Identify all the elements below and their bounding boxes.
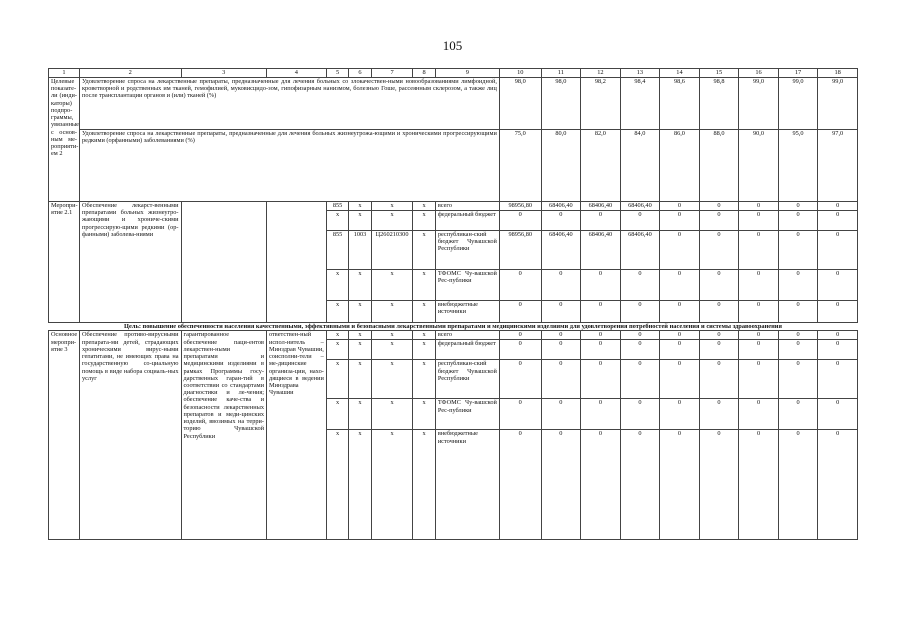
financing-value: 0 bbox=[699, 231, 739, 270]
financing-value: 68406,40 bbox=[541, 231, 581, 270]
header-cell: 12 bbox=[581, 69, 621, 78]
financing-value: 0 bbox=[818, 399, 858, 430]
financing-value: 0 bbox=[778, 360, 818, 399]
financing-value: 0 bbox=[699, 331, 739, 340]
header-cell: 8 bbox=[413, 69, 435, 78]
indicator-value: 90,0 bbox=[739, 130, 779, 202]
financing-value: 0 bbox=[778, 430, 818, 540]
financing-value: 0 bbox=[581, 340, 621, 360]
financing-value: 0 bbox=[581, 331, 621, 340]
financing-value: 0 bbox=[620, 270, 660, 301]
financing-value: 0 bbox=[541, 270, 581, 301]
financing-value: 0 bbox=[581, 399, 621, 430]
funding-source: федеральный бюджет bbox=[435, 340, 499, 360]
financing-value: 0 bbox=[660, 340, 700, 360]
financing-value: 0 bbox=[581, 430, 621, 540]
financing-value: 0 bbox=[660, 399, 700, 430]
header-cell: 1 bbox=[49, 69, 80, 78]
indicator-value: 99,0 bbox=[778, 78, 818, 130]
indicator-value: 98,0 bbox=[499, 78, 541, 130]
budget-code: х bbox=[326, 430, 348, 540]
budget-code: х bbox=[349, 202, 371, 211]
financing-value: 0 bbox=[739, 399, 779, 430]
financing-value: 0 bbox=[699, 270, 739, 301]
indicator-value: 98,6 bbox=[660, 78, 700, 130]
funding-source: федеральный бюджет bbox=[435, 211, 499, 231]
financing-value: 0 bbox=[620, 301, 660, 323]
indicator-value: 75,0 bbox=[499, 130, 541, 202]
budget-code: х bbox=[371, 340, 413, 360]
indicator-value: 99,0 bbox=[739, 78, 779, 130]
header-cell: 2 bbox=[79, 69, 181, 78]
budget-code: х bbox=[413, 270, 435, 301]
financing-value: 0 bbox=[818, 331, 858, 340]
budget-code: х bbox=[349, 360, 371, 399]
budget-code: х bbox=[371, 202, 413, 211]
funding-source: всего bbox=[435, 202, 499, 211]
expected-result bbox=[181, 202, 266, 323]
financing-value: 0 bbox=[660, 270, 700, 301]
header-cell: 16 bbox=[739, 69, 779, 78]
financing-value: 0 bbox=[778, 231, 818, 270]
budget-code: х bbox=[413, 202, 435, 211]
financing-value: 0 bbox=[699, 360, 739, 399]
financing-value: 0 bbox=[541, 340, 581, 360]
indicator-value: 98,0 bbox=[541, 78, 581, 130]
financing-value: 0 bbox=[499, 340, 541, 360]
budget-code: 1003 bbox=[349, 231, 371, 270]
financing-value: 0 bbox=[778, 399, 818, 430]
funding-source: республикан-ский бюджет Чувашской Республики bbox=[435, 231, 499, 270]
funding-source: ТФОМС Чу-вашской Рес-публики bbox=[435, 270, 499, 301]
executor bbox=[266, 202, 326, 323]
goal-row bbox=[49, 323, 858, 331]
budget-code: х bbox=[349, 301, 371, 323]
financing-value: 0 bbox=[739, 211, 779, 231]
financing-value: 0 bbox=[499, 211, 541, 231]
financing-value: 0 bbox=[541, 430, 581, 540]
financing-row bbox=[49, 331, 858, 340]
measure-label: Меропри-ятие 2.1 bbox=[49, 202, 80, 323]
financing-value: 68406,40 bbox=[620, 231, 660, 270]
budget-code: х bbox=[413, 211, 435, 231]
indicator-value: 99,0 bbox=[818, 78, 858, 130]
header-cell: 18 bbox=[818, 69, 858, 78]
financing-value: 98956,80 bbox=[499, 231, 541, 270]
financing-value: 0 bbox=[581, 211, 621, 231]
funding-source: всего bbox=[435, 331, 499, 340]
budget-code: х bbox=[371, 331, 413, 340]
financing-value: 0 bbox=[581, 270, 621, 301]
financing-value: 0 bbox=[541, 331, 581, 340]
budget-code: х bbox=[326, 399, 348, 430]
financing-value: 0 bbox=[660, 430, 700, 540]
measure-description: Обеспечение лекарст-венными препаратами больных жизнеугро-жающими и хрониче-скими прогрессирую-щими редкими (ор-фанными) заболева-ниями bbox=[79, 202, 181, 323]
financing-value: 0 bbox=[818, 202, 858, 211]
financing-value: 0 bbox=[739, 340, 779, 360]
budget-code: 855 bbox=[326, 231, 348, 270]
budget-code: х bbox=[413, 331, 435, 340]
financing-value: 0 bbox=[778, 270, 818, 301]
budget-code: х bbox=[326, 331, 348, 340]
financing-value: 0 bbox=[660, 211, 700, 231]
budget-code: х bbox=[413, 399, 435, 430]
budget-code: х bbox=[371, 399, 413, 430]
financing-value: 0 bbox=[581, 360, 621, 399]
indicator-value: 98,8 bbox=[699, 78, 739, 130]
budget-code: х bbox=[371, 301, 413, 323]
page-number: 105 bbox=[442, 38, 463, 53]
financing-value: 0 bbox=[620, 211, 660, 231]
financing-value: 68406,40 bbox=[581, 231, 621, 270]
indicator-value: 86,0 bbox=[660, 130, 700, 202]
financing-value: 0 bbox=[818, 211, 858, 231]
indicator-value: 84,0 bbox=[620, 130, 660, 202]
program-table bbox=[48, 68, 858, 540]
header-cell: 13 bbox=[620, 69, 660, 78]
financing-value: 0 bbox=[499, 331, 541, 340]
goal-text: Цель: повышение обеспеченности населения качественными, эффективными и безопасными лекарственными препаратами и медицинскими изделиями для удовлетворения потребностей населения и системы здравоохранения bbox=[124, 323, 782, 330]
budget-code: х bbox=[349, 331, 371, 340]
financing-value: 0 bbox=[778, 301, 818, 323]
financing-value: 0 bbox=[778, 202, 818, 211]
financing-value: 0 bbox=[499, 360, 541, 399]
budget-code: х bbox=[326, 360, 348, 399]
indicators-label: Целевые показате-ли (инди-каторы) подпро-граммы, увязанные с основ-ным ме-роприяти-ем 2 bbox=[49, 78, 80, 202]
indicator-value: 97,0 bbox=[818, 130, 858, 202]
funding-source: республикан-ский бюджет Чувашской Республики bbox=[435, 360, 499, 399]
indicator-text: Удовлетворение спроса на лекарственные препараты, предназначенные для лечения больных жизнеугрожа-ющими и хроническими прогрессирующими редкими (орфанными) заболеваниями (%) bbox=[79, 130, 499, 202]
indicator-value: 80,0 bbox=[541, 130, 581, 202]
budget-code: х bbox=[326, 301, 348, 323]
funding-source: внебюджетные источники bbox=[435, 430, 499, 540]
financing-value: 0 bbox=[541, 360, 581, 399]
measure-label: Основное меропри-ятие 3 bbox=[49, 331, 80, 540]
financing-value: 0 bbox=[739, 331, 779, 340]
budget-code: х bbox=[349, 430, 371, 540]
financing-value: 0 bbox=[739, 301, 779, 323]
header-cell: 17 bbox=[778, 69, 818, 78]
measure-description: Обеспечение противо-вирусными препарата-ми детей, страдающих хроническими вирус-ными гепатитами, не имеющих права на государственную со-циальную помощь в виде набора социаль-ных услуг bbox=[79, 331, 181, 540]
budget-code: х bbox=[349, 340, 371, 360]
financing-value: 0 bbox=[739, 430, 779, 540]
financing-value: 0 bbox=[620, 360, 660, 399]
indicator-value: 98,2 bbox=[581, 78, 621, 130]
financing-value: 0 bbox=[778, 340, 818, 360]
financing-value: 0 bbox=[699, 340, 739, 360]
financing-value: 0 bbox=[620, 399, 660, 430]
header-cell: 9 bbox=[435, 69, 499, 78]
financing-value: 0 bbox=[499, 430, 541, 540]
financing-value: 0 bbox=[778, 211, 818, 231]
header-cell: 10 bbox=[499, 69, 541, 78]
financing-value: 0 bbox=[620, 430, 660, 540]
financing-value: 0 bbox=[699, 301, 739, 323]
header-cell: 4 bbox=[266, 69, 326, 78]
funding-source: внебюджетные источники bbox=[435, 301, 499, 323]
header-row bbox=[49, 69, 858, 78]
budget-code: х bbox=[371, 430, 413, 540]
financing-value: 0 bbox=[699, 211, 739, 231]
header-cell: 6 bbox=[349, 69, 371, 78]
financing-value: 0 bbox=[541, 211, 581, 231]
indicator-value: 95,0 bbox=[778, 130, 818, 202]
financing-value: 0 bbox=[499, 270, 541, 301]
funding-source: ТФОМС Чу-вашской Рес-публики bbox=[435, 399, 499, 430]
indicator-value: 82,0 bbox=[581, 130, 621, 202]
financing-value: 0 bbox=[699, 202, 739, 211]
budget-code: х bbox=[413, 360, 435, 399]
header-cell: 3 bbox=[181, 69, 266, 78]
indicator-text: Удовлетворение спроса на лекарственные препараты, предназначенные для лечения больных со злокачествен-ными новообразованиями лимфоидной, кроветворной и родственных им тканей, гемофилией, муковисцидо-зом, гипофизарным нанизмом, болезнью Гоше, рассеянным склерозом, а также лиц после трансплантации органов и (или) тканей (%) bbox=[79, 78, 499, 130]
budget-code: х bbox=[413, 430, 435, 540]
financing-value: 0 bbox=[660, 301, 700, 323]
header-cell: 11 bbox=[541, 69, 581, 78]
financing-value: 0 bbox=[541, 301, 581, 323]
budget-code: х bbox=[349, 399, 371, 430]
financing-value: 98956,80 bbox=[499, 202, 541, 211]
budget-code: х bbox=[413, 231, 435, 270]
financing-value: 68406,40 bbox=[581, 202, 621, 211]
indicator-row bbox=[49, 78, 858, 130]
indicator-value: 98,4 bbox=[620, 78, 660, 130]
budget-code: х bbox=[371, 360, 413, 399]
header-cell: 14 bbox=[660, 69, 700, 78]
financing-value: 0 bbox=[499, 399, 541, 430]
financing-value: 0 bbox=[818, 430, 858, 540]
financing-value: 0 bbox=[660, 202, 700, 211]
financing-value: 0 bbox=[739, 360, 779, 399]
financing-value: 0 bbox=[499, 301, 541, 323]
financing-value: 0 bbox=[739, 202, 779, 211]
financing-value: 0 bbox=[739, 231, 779, 270]
financing-value: 0 bbox=[660, 331, 700, 340]
budget-code: х bbox=[371, 270, 413, 301]
financing-value: 0 bbox=[699, 430, 739, 540]
financing-value: 0 bbox=[699, 399, 739, 430]
budget-code: 855 bbox=[326, 202, 348, 211]
budget-code: х bbox=[326, 270, 348, 301]
header-cell: 5 bbox=[326, 69, 348, 78]
financing-value: 0 bbox=[660, 231, 700, 270]
expected-result: гарантированное обеспечение паци-ентов лекарствен-ными препаратами и медицинскими изделиями в рамках Программы госу-дарственных гаран-тий в соответствии со стандартами диагностики и ле-чения; обеспечение каче-ства и безопасности лекарственных препаратов и меди-цинских изделий, ввозимых на терри-торию Чувашской Республики bbox=[181, 331, 266, 540]
financing-value: 0 bbox=[818, 301, 858, 323]
financing-value: 0 bbox=[581, 301, 621, 323]
financing-row bbox=[49, 202, 858, 211]
financing-value: 0 bbox=[660, 360, 700, 399]
financing-value: 0 bbox=[541, 399, 581, 430]
header-cell: 15 bbox=[699, 69, 739, 78]
budget-code: х bbox=[349, 270, 371, 301]
budget-code: Ц260210300 bbox=[371, 231, 413, 270]
financing-value: 68406,40 bbox=[541, 202, 581, 211]
budget-code: х bbox=[326, 211, 348, 231]
financing-value: 0 bbox=[620, 331, 660, 340]
financing-value: 68406,40 bbox=[620, 202, 660, 211]
budget-code: х bbox=[326, 340, 348, 360]
header-cell: 7 bbox=[371, 69, 413, 78]
budget-code: х bbox=[349, 211, 371, 231]
financing-value: 0 bbox=[818, 231, 858, 270]
indicator-row bbox=[49, 130, 858, 202]
financing-value: 0 bbox=[818, 270, 858, 301]
budget-code: х bbox=[413, 340, 435, 360]
indicator-value: 88,0 bbox=[699, 130, 739, 202]
financing-value: 0 bbox=[778, 331, 818, 340]
financing-value: 0 bbox=[739, 270, 779, 301]
financing-value: 0 bbox=[818, 340, 858, 360]
financing-value: 0 bbox=[818, 360, 858, 399]
budget-code: х bbox=[413, 301, 435, 323]
budget-code: х bbox=[371, 211, 413, 231]
financing-value: 0 bbox=[620, 340, 660, 360]
executor: ответствен-ный испол-нитель – Минздрав Чувашии, соисполни-тели – ме-дицинские организа-ции, нахо-дящиеся в ведении Минздрава Чувашии bbox=[266, 331, 326, 540]
